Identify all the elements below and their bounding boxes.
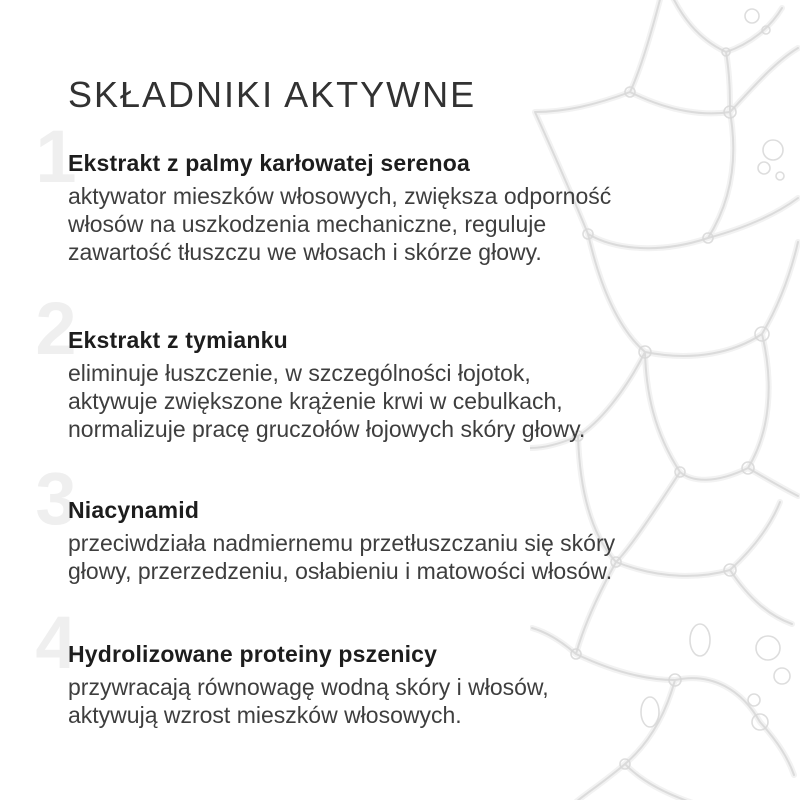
ingredient-section-2: [68, 325, 648, 443]
description-line: aktywuje zwiększone krążenie krwi w cebulkach,: [68, 388, 563, 414]
ingredient-description: [68, 359, 648, 443]
section-number-watermark: 3: [35, 457, 77, 540]
ingredient-heading: Ekstrakt z palmy karłowatej serenoa: [68, 150, 471, 176]
ingredient-section-4: [68, 639, 648, 729]
description-line: aktywator mieszków włosowych, zwiększa odporność: [68, 183, 612, 209]
ingredient-heading: Hydrolizowane proteiny pszenicy: [68, 641, 438, 667]
page-title: SKŁADNIKI AKTYWNE: [68, 74, 477, 116]
description-line: włosów na uszkodzenia mechaniczne, reguluje: [68, 211, 547, 237]
ingredient-description: [68, 673, 648, 729]
ingredient-heading: Ekstrakt z tymianku: [68, 327, 288, 353]
section-number-watermark: 4: [35, 601, 77, 684]
description-line: przeciwdziała nadmiernemu przetłuszczaniu się skóry: [68, 530, 616, 556]
ingredient-description: [68, 529, 648, 585]
ingredient-section-3: [68, 495, 648, 585]
description-line: przywracają równowagę wodną skóry i włosów,: [68, 674, 549, 700]
ingredient-description: [68, 182, 648, 266]
description-line: eliminuje łuszczenie, w szczególności łojotok,: [68, 360, 531, 386]
description-line: zawartość tłuszczu we włosach i skórze głowy.: [68, 239, 542, 265]
ingredient-section-1: [68, 148, 648, 266]
section-number-watermark: 2: [35, 287, 77, 370]
description-line: aktywują wzrost mieszków włosowych.: [68, 702, 462, 728]
ingredient-heading: Niacynamid: [68, 497, 200, 523]
description-line: normalizuje pracę gruczołów łojowych skóry głowy.: [68, 416, 586, 442]
section-number-watermark: 1: [35, 115, 77, 198]
description-line: głowy, przerzedzeniu, osłabieniu i matowości włosów.: [68, 558, 613, 584]
